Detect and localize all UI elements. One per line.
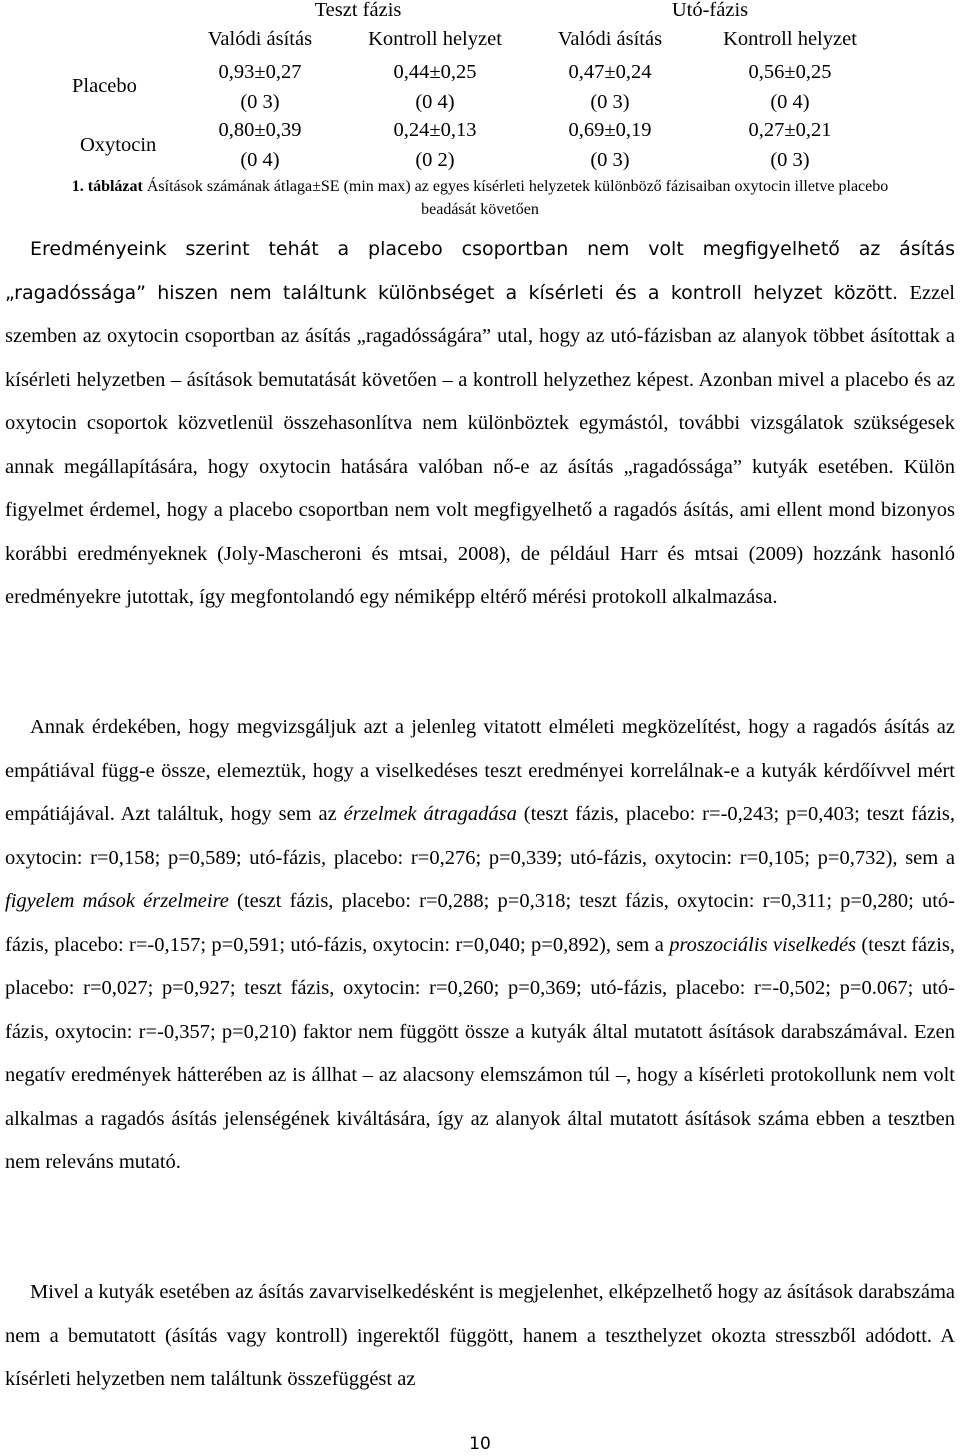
table-column-header: Valódi ásítás	[557, 28, 663, 50]
paragraph-stress	[5, 1271, 955, 1402]
table-row-label: Oxytocin	[80, 134, 157, 156]
table-cell-mean: 0,24±0,13	[393, 119, 477, 141]
table-cell-mean: 0,69±0,19	[568, 119, 652, 141]
paragraph-empathy-term-1: érzelmek átragadása	[343, 803, 517, 825]
table-cell-mean: 0,93±0,27	[218, 61, 302, 83]
paragraph-empathy-term-2: figyelem mások érzelmeire	[5, 890, 229, 912]
table-caption-text: Ásítások számának átlaga±SE (min max) az egyes kísérleti helyzetek különböző fázisaiban oxytocin illetve placebo beadását követően	[146, 178, 889, 218]
paragraph-stress-text: Mivel a kutyák esetében az ásítás zavarviselkedésként is megjelenhet, elképzelhető hogy az ásítások darabszáma nem a bemutatott (ásítás vagy kontroll) ingerektől függött, hanem a teszthelyzet okozta stresszből adódott. A kísérleti helyzetben nem találtunk összefüggést az	[5, 1281, 955, 1390]
paragraph-results-serif-text: Ezzel szemben az oxytocin csoportban az ásítás „ragadósságára” utal, hogy az utó-fázisban az alanyok többet ásítottak a kísérleti helyzetben – ásítások bemutatását követően – a kontroll helyzethez képest. Azonban mivel a placebo és az oxytocin csoportok közvetlenül összehasonlítva nem különböztek egymástól, további vizsgálatok szükségesek annak megállapítására, hogy oxytocin hatására valóban nő-e az ásítás „ragadóssága” kutyák esetében. Külön figyelmet érdemel, hogy a placebo csoportban nem volt megfigyelhető a ragadós ásítás, ami ellent mond bizonyos korábbi eredményeknek (Joly-Mascheroni és mtsai, 2008), de például Harr és mtsai (2009) hozzánk hasonló eredményekre jutottak, így megfontolandó egy némiképp eltérő mérési protokoll alkalmazása.	[5, 281, 955, 608]
paragraph-results	[5, 228, 955, 620]
paragraph-empathy-term-3: proszociális viselkedés	[669, 933, 857, 956]
table-cell-mean: 0,56±0,25	[748, 61, 832, 83]
table-column-header: Kontroll helyzet	[368, 28, 502, 50]
table-caption	[60, 175, 900, 221]
table-cell-range: (0 4)	[770, 91, 810, 113]
table-column-header: Kontroll helyzet	[723, 28, 857, 50]
table-cell-mean: 0,80±0,39	[218, 119, 302, 141]
table-cell-range: (0 3)	[590, 149, 630, 171]
table-cell-range: (0 4)	[240, 149, 280, 171]
paragraph-empathy-text-a: Annak érdekében, hogy megvizsgáljuk azt a jelenleg vitatott elméleti megközelítést, hogy a ragadós ásítás az empátiával függ-e össze, elemeztük, hogy a viselkedéses teszt eredményei korrelálnak-e a kutyák kérdőívvel mért empátiájával. Azt találtuk, hogy sem az	[5, 716, 955, 825]
table-cell-range: (0 4)	[415, 91, 455, 113]
paragraph-empathy-text-b: (teszt fázis, placebo: r=-0,243; p=0,403; teszt fázis, oxytocin: r=0,158; p=0,589; utó-fázis, placebo: r=0,276; p=0,339; utó-fázis, oxytocin: r=0,105; p=0,732), sem a	[5, 803, 955, 869]
table-cell-mean: 0,44±0,25	[393, 61, 477, 83]
paragraph-empathy	[5, 706, 955, 1185]
paragraph-results-sans-text: Eredményeink szerint tehát a placebo csoportban nem volt megfigyelhető az ásítás „ragadóssága” hiszen nem találtunk különbséget a kísérleti és a kontroll helyzet között.	[5, 238, 955, 304]
page-number: 10	[469, 1434, 491, 1454]
table-cell-range: (0 3)	[240, 91, 280, 113]
table-cell-mean: 0,27±0,21	[748, 119, 832, 141]
paragraph-empathy-text-c: (teszt fázis, placebo: r=0,288; p=0,318; teszt fázis, oxytocin: r=0,311; p=0,280; utó-fázis, placebo: r=-0,157; p=0,591; utó-fázis, oxytocin: r=0,040; p=0,892), sem a	[5, 890, 955, 956]
paragraph-empathy-text-d: (teszt fázis, placebo: r=0,027; p=0,927; teszt fázis, oxytocin: r=0,260; p=0,369; utó-fázis, placebo: r=-0,502; p=0.067; utó-fázis, oxytocin: r=-0,357; p=0,210) faktor nem függött össze a kutyák által mutatott ásítások darabszámával. Ezen negatív eredmények hátterében az is állhat – az alacsony elemszámon túl –, hogy a kísérleti protokollunk nem volt alkalmas a ragadós ásítás jelenségének kiváltására, így az alanyok által mutatott ásítások száma ebben a tesztben nem releváns mutató.	[5, 933, 956, 1173]
table-cell-range: (0 2)	[415, 149, 455, 171]
table-cell-range: (0 3)	[590, 91, 630, 113]
table-column-header: Valódi ásítás	[207, 28, 313, 50]
table-group-header: Teszt fázis	[314, 0, 402, 21]
table-row-label: Placebo	[72, 75, 137, 97]
table-cell-mean: 0,47±0,24	[568, 61, 652, 83]
table-caption-label: 1. táblázat	[71, 178, 143, 195]
table-cell-range: (0 3)	[770, 149, 810, 171]
table-group-header: Utó-fázis	[671, 0, 749, 21]
